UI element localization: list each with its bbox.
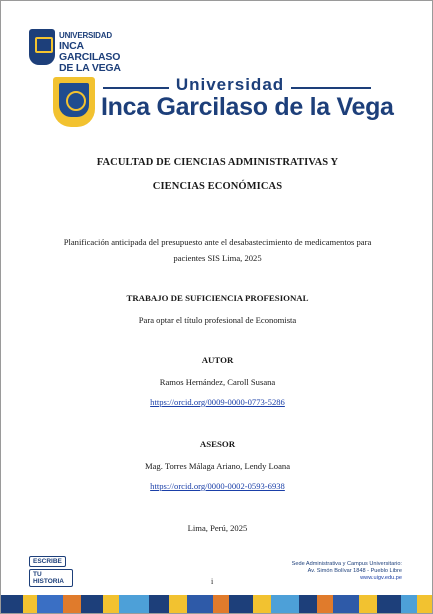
campus-line-2: Av. Simón Bolívar 1848 - Pueblo Libre (307, 568, 402, 574)
logo-text-line-1: UNIVERSIDAD (59, 31, 112, 40)
faculty-line-1: FACULTAD DE CIENCIAS ADMINISTRATIVAS Y (96, 157, 339, 168)
university-logo-small (29, 29, 125, 74)
campus-address (292, 561, 402, 582)
escribe-tu-historia-badge (29, 556, 73, 586)
work-type: TRABAJO DE SUFICIENCIA PROFESIONAL (126, 293, 309, 303)
author-name: Ramos Hernández, Caroll Susana (159, 377, 276, 387)
faculty-line-2: CIENCIAS ECONÓMICAS (152, 181, 283, 192)
thesis-title-line-2: pacientes SIS Lima, 2025 (173, 253, 262, 263)
author-orcid-link[interactable]: https://orcid.org/0009-0000-0773-5286 (150, 397, 285, 407)
university-logo-text (59, 30, 125, 74)
campus-line-1: Sede Administrativa y Campus Universitario: (291, 561, 402, 567)
place-date: Lima, Perú, 2025 (187, 523, 248, 533)
logo-text-line-2: INCA GARCILASO (59, 40, 121, 63)
advisor-orcid-link[interactable]: https://orcid.org/0000-0002-0593-6938 (150, 481, 285, 491)
author-heading: AUTOR (201, 355, 234, 365)
university-shield-icon (29, 29, 55, 65)
thesis-title-line-1: Planificación anticipada del presupuesto ante el desabastecimiento de medicamentos para (63, 237, 372, 247)
page-number: i (211, 577, 214, 586)
logo-universidad-text: Universidad (175, 75, 285, 94)
badge-line-2: TU HISTORIA (29, 569, 73, 587)
badge-line-1: ESCRIBE (29, 556, 66, 567)
university-logo-large (53, 73, 394, 133)
university-crest-icon (53, 77, 95, 127)
work-purpose: Para optar el título profesional de Economista (138, 315, 297, 325)
logo-rule-right (291, 87, 371, 89)
logo-university-name: Inca Garcilaso de la Vega (101, 93, 394, 121)
advisor-name: Mag. Torres Málaga Ariano, Lendy Loana (144, 461, 291, 471)
logo-text-line-3: DE LA VEGA (59, 62, 121, 74)
advisor-heading: ASESOR (199, 439, 236, 449)
decorative-footer-band (1, 595, 433, 614)
logo-rule-left (103, 87, 169, 89)
campus-website: www.uigv.edu.pe (360, 575, 402, 581)
